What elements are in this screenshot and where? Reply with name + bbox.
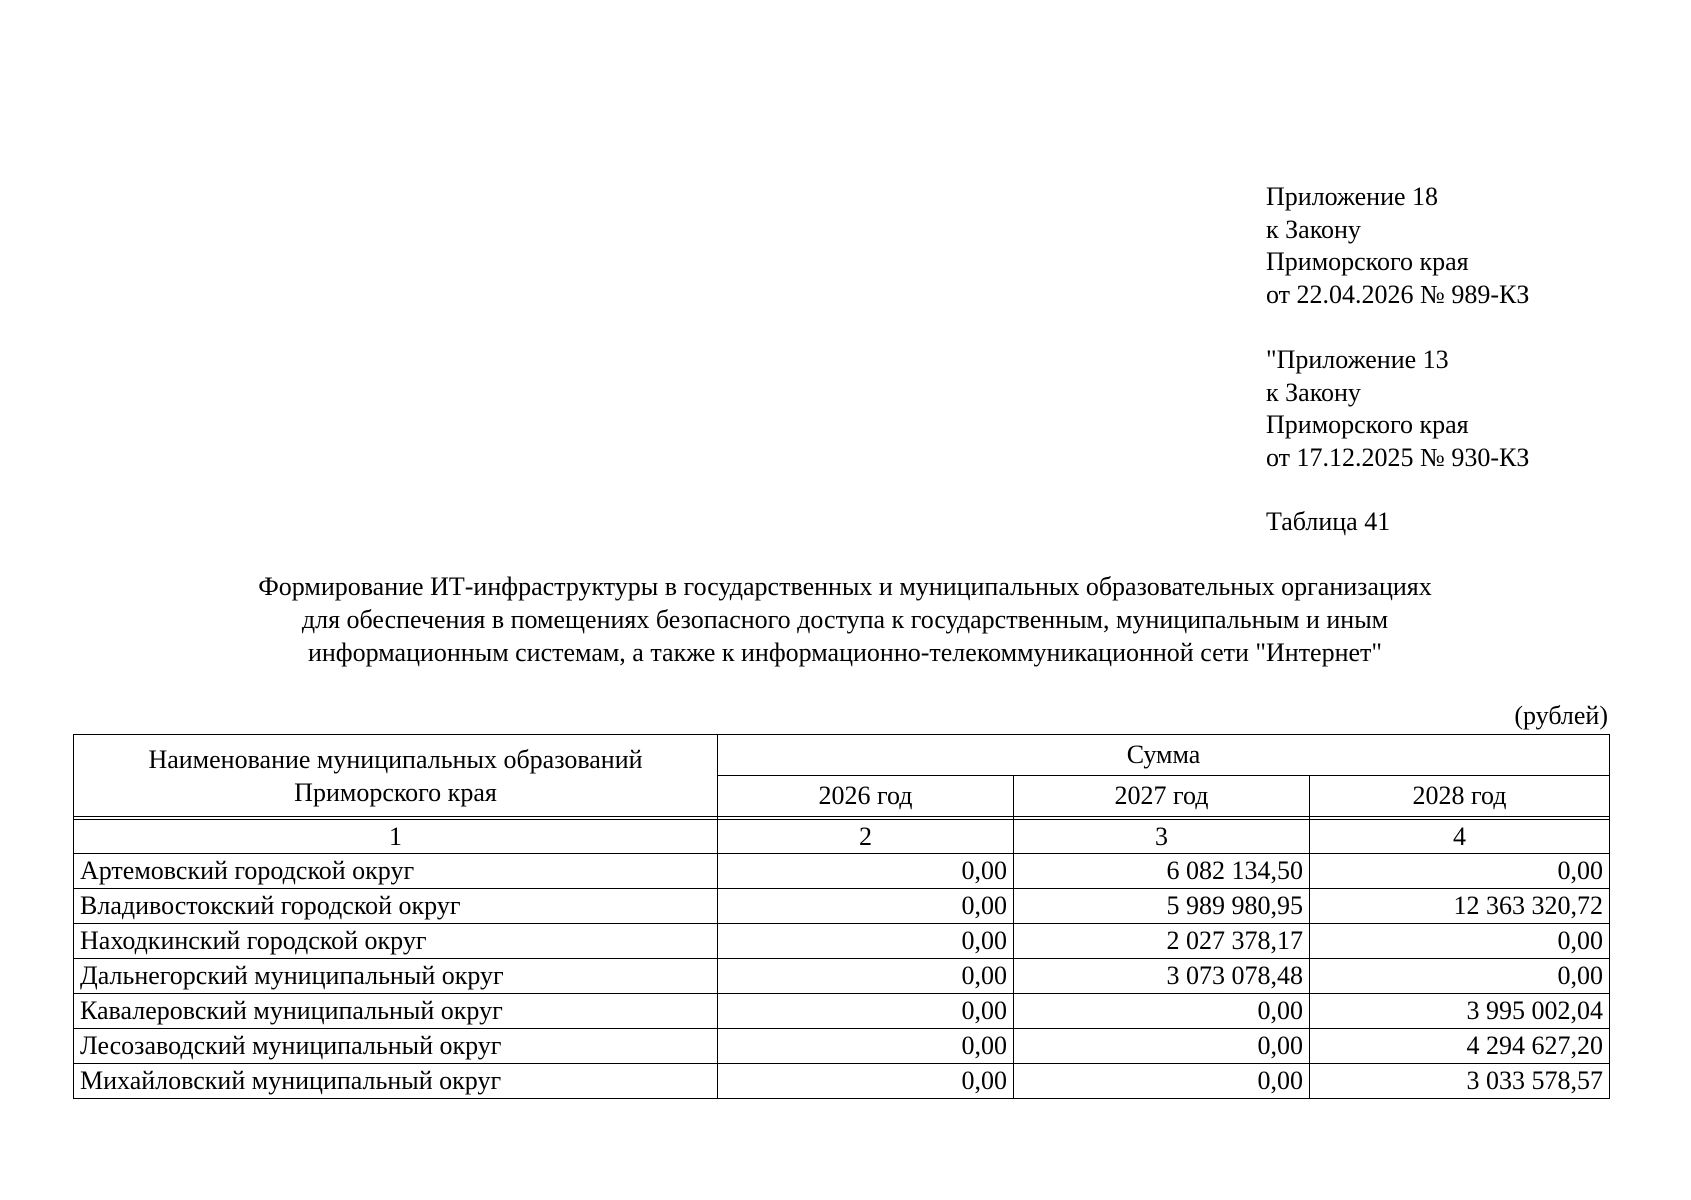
amount-2026: 0,00	[718, 854, 1014, 889]
municipality-name: Артемовский городской округ	[74, 854, 718, 889]
table-row	[74, 1029, 1610, 1064]
funding-table	[73, 734, 1610, 1099]
appendix-to-law: к Закону	[1266, 377, 1361, 407]
amount-2028: 12 363 320,72	[1310, 889, 1610, 924]
amount-2026: 0,00	[718, 1064, 1014, 1099]
units-label: (рублей)	[1514, 701, 1608, 730]
appendix-reference-new	[1266, 181, 1529, 311]
appendix-number: Приложение 18	[1266, 182, 1439, 211]
appendix-date-number: от 22.04.2026 № 989-КЗ	[1266, 279, 1530, 309]
column-number: 3	[1014, 820, 1310, 854]
amount-2028: 4 294 627,20	[1310, 1029, 1610, 1064]
document-title	[60, 570, 1630, 669]
municipality-name: Владивостокский городской округ	[74, 889, 718, 924]
amount-2028: 0,00	[1310, 854, 1610, 889]
municipality-name: Дальнегорский муниципальный округ	[74, 959, 718, 994]
appendix-date-number: от 17.12.2025 № 930-КЗ	[1266, 442, 1530, 472]
amount-2028: 3 033 578,57	[1310, 1064, 1610, 1099]
amount-2027: 5 989 980,95	[1014, 889, 1310, 924]
column-number: 2	[718, 820, 1014, 854]
header-sum: Сумма	[718, 735, 1610, 776]
municipality-name: Кавалеровский муниципальный округ	[74, 994, 718, 1029]
municipality-name: Лесозаводский муниципальный округ	[74, 1029, 718, 1064]
header-year-2027: 2027 год	[1014, 776, 1310, 817]
amount-2027: 0,00	[1014, 994, 1310, 1029]
amount-2028: 0,00	[1310, 924, 1610, 959]
amount-2026: 0,00	[718, 889, 1014, 924]
municipality-name: Михайловский муниципальный округ	[74, 1064, 718, 1099]
amount-2027: 2 027 378,17	[1014, 924, 1310, 959]
header-year-2028: 2028 год	[1310, 776, 1610, 817]
appendix-number: "Приложение 13	[1266, 345, 1449, 374]
table-number: Таблица 41	[1266, 507, 1391, 536]
appendix-to-law: к Закону	[1266, 214, 1361, 244]
header-row	[74, 735, 1610, 776]
amount-2027: 0,00	[1014, 1029, 1310, 1064]
amount-2026: 0,00	[718, 994, 1014, 1029]
column-number: 1	[74, 820, 718, 854]
amount-2028: 0,00	[1310, 959, 1610, 994]
amount-2026: 0,00	[718, 1029, 1014, 1064]
table-row	[74, 994, 1610, 1029]
appendix-region: Приморского края	[1266, 247, 1469, 276]
municipality-name: Находкинский городской округ	[74, 924, 718, 959]
table-row	[74, 959, 1610, 994]
title-line: Формирование ИТ-инфраструктуры в государственных и муниципальных образовательных организациях	[258, 572, 1432, 601]
title-line: для обеспечения в помещениях безопасного доступа к государственным, муниципальным и иным	[301, 605, 1389, 634]
amount-2027: 0,00	[1014, 1064, 1310, 1099]
appendix-region: Приморского края	[1266, 410, 1469, 439]
table-row	[74, 924, 1610, 959]
appendix-reference-old	[1266, 344, 1529, 474]
amount-2028: 3 995 002,04	[1310, 994, 1610, 1029]
table-row	[74, 854, 1610, 889]
header-municipality-line2: Приморского края	[294, 777, 497, 807]
title-line: информационным системам, а также к информационно-телекоммуникационной сети "Интернет"	[307, 638, 1383, 667]
amount-2027: 6 082 134,50	[1014, 854, 1310, 889]
column-number: 4	[1310, 820, 1610, 854]
header-municipality	[74, 735, 718, 817]
amount-2027: 3 073 078,48	[1014, 959, 1310, 994]
amount-2026: 0,00	[718, 924, 1014, 959]
header-year-2026: 2026 год	[718, 776, 1014, 817]
table-row	[74, 1064, 1610, 1099]
amount-2026: 0,00	[718, 959, 1014, 994]
column-number-row	[74, 820, 1610, 854]
table-row	[74, 889, 1610, 924]
header-municipality-line1: Наименование муниципальных образований	[148, 744, 643, 774]
